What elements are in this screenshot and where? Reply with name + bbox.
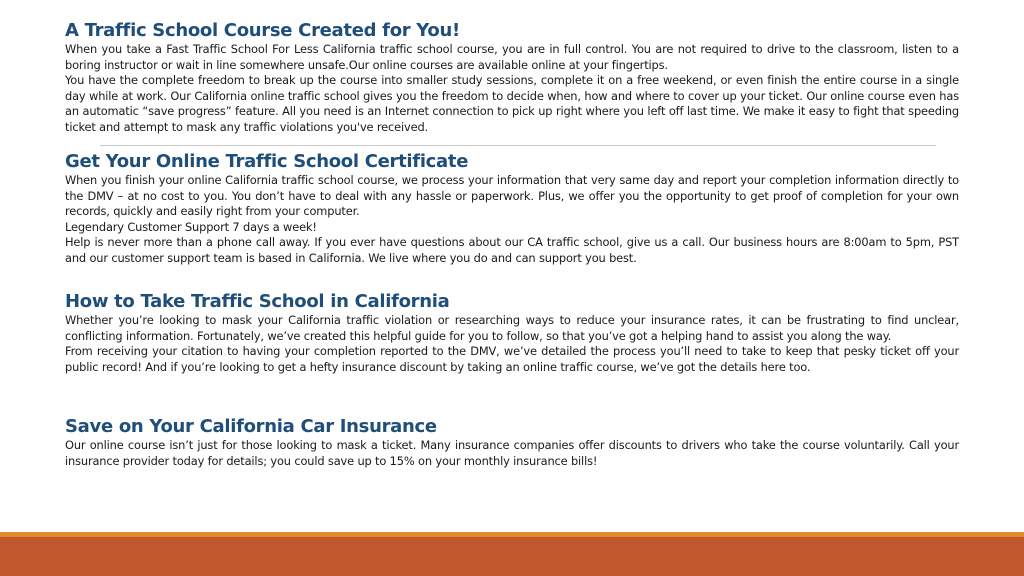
section-certificate [65,151,959,266]
section-paragraph: From receiving your citation to having your completion reported to the DMV, we’ve detailed the process you’ll need to take to keep that pesky ticket off your public record! And if you’re looking to get a hefty insurance discount by taking an online traffic course, we’ve got the details here too. [65,344,959,374]
section-heading: Get Your Online Traffic School Certificate [65,151,469,172]
section-insurance [65,416,959,469]
section-paragraph: When you take a Fast Traffic School For Less California traffic school course, you are in full control. You are not required to drive to the classroom, listen to a boring instructor or wait in line somewhere unsafe.Our online courses are available online at your fingertips. [65,42,959,72]
section-how-to [65,291,959,375]
section-paragraph: Help is never more than a phone call away. If you ever have questions about our CA traffic school, give us a call. Our business hours are 8:00am to 5pm, PST and our customer support team is based in California. We live where you do and can support you best. [65,235,959,265]
footer-bar [0,537,1024,576]
section-heading: Save on Your California Car Insurance [65,416,437,437]
section-divider [100,145,936,146]
section-course-created [65,20,959,135]
section-heading: A Traffic School Course Created for You! [65,20,460,41]
section-paragraph: When you finish your online California traffic school course, we process your information that very same day and report your completion information directly to the DMV – at no cost to you. You don’t have to deal with any hassle or paperwork. Plus, we offer you the opportunity to get proof of completion for your own records, quickly and easily right from your computer. [65,173,959,218]
section-paragraph: Our online course isn’t just for those looking to mask a ticket. Many insurance companies offer discounts to drivers who take the course voluntarily. Call your insurance provider today for details; you could save up to 15% on your monthly insurance bills! [65,438,959,468]
section-paragraph: Legendary Customer Support 7 days a week! [65,219,317,234]
section-heading: How to Take Traffic School in California [65,291,450,312]
section-paragraph: You have the complete freedom to break up the course into smaller study sessions, complete it on a free weekend, or even finish the entire course in a single day while at work. Our California online traffic school gives you the freedom to decide when, how and where to cover up your ticket. Our online course even has an automatic “save progress” feature. All you need is an Internet connection to pick up right where you left off last time. We make it easy to fight that speeding ticket and attempt to mask any traffic violations you've received. [65,73,959,134]
section-paragraph: Whether you’re looking to mask your California traffic violation or researching ways to reduce your insurance rates, it can be frustrating to find unclear, conflicting information. Fortunately, we’ve created this helpful guide for you to follow, so that you’ve got a helping hand to assist you along the way. [65,313,959,343]
